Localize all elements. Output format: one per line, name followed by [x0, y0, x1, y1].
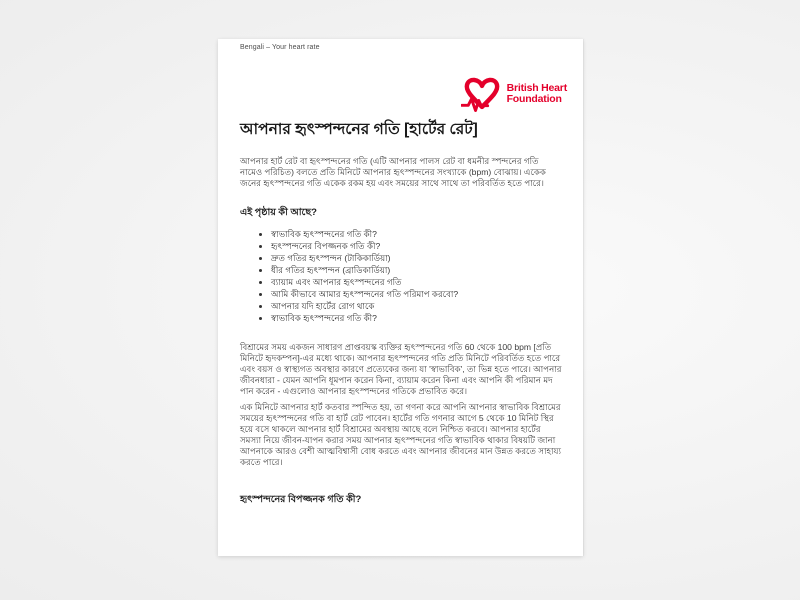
contents-link-dangerous-heart-rate[interactable]: হৃৎস্পন্দনের বিপজ্জনক গতি কী?: [258, 240, 563, 252]
measuring-heart-rate-paragraph: এক মিনিটে আপনার হার্ট কতবার স্পন্দিত হয়, তা গণনা করে আপনি আপনার স্বাভাবিক বিশ্রামের সময়ের হৃৎস্পন্দনের গতি বা হার্ট রেট পাবেন। হার্টের গতি গণনার আগে 5 থেকে 10 মিনিট স্থির হয়ে বসে থাকলে আপনার হার্ট বিশ্রামের অবস্থায় আছে বলে নিশ্চিত করবে। আপনার হার্টের সমস্যা নিয়ে জীবন-যাপন করার সময় আপনার হৃৎস্পন্দনের গতি স্বাভাবিক থাকার বিষয়টি জানা আপনাকে আরও বেশী আত্মবিশ্বাসী বোধ করতে এবং আপনার জীবনের মান উন্নত করতে সাহায্য করতে পারে।: [240, 401, 561, 467]
bhf-heart-ecg-icon: [461, 75, 503, 113]
contents-link-tachycardia[interactable]: দ্রুত গতির হৃৎস্পন্দন (টাকিকার্ডিয়া): [258, 252, 563, 264]
contents-link-exercise-heart-rate[interactable]: ব্যায়াম এবং আপনার হৃৎস্পন্দনের গতি: [258, 276, 563, 288]
contents-link-normal-heart-rate-2[interactable]: স্বাভাবিক হৃৎস্পন্দনের গতি কী?: [258, 312, 563, 324]
resting-heart-rate-paragraph: বিশ্রামের সময় একজন সাধারণ প্রাপ্তবয়স্ক ব্যক্তির হৃৎস্পন্দনের গতি 60 থেকে 100 bpm [প্রতি মিনিটে হৃদকম্পন]-এর মধ্যে থাকে। আপনার হৃৎস্পন্দনের গতি প্রতি মিনিটে পরিবর্তিত হতে পারে এবং বয়স ও স্বাস্থ্যগত অবস্থার কারণে প্রত্যেকের জন্য যা 'স্বাভাবিক', তা ভিন্ন হতে পারে। আপনার জীবনধারা - যেমন আপনি ধূমপান করেন কিনা, ব্যায়াম করেন কিনা এবং আপনি কী পরিমান মদ পান করেন - এগুলোও আপনার হৃৎস্পন্দনের গতিকে প্রভাবিত করে।: [240, 341, 562, 396]
dangerous-heart-rate-heading: হৃৎস্পন্দনের বিপজ্জনক গতি কী?: [240, 493, 362, 505]
bhf-logo-line1: British Heart: [506, 81, 567, 94]
document-label: Bengali – Your heart rate: [240, 44, 320, 51]
document-page: [218, 39, 583, 556]
contents-list: [240, 228, 563, 324]
intro-paragraph: আপনার হার্ট রেট বা হৃৎস্পন্দনের গতি (এটি আপনার পালস রেট বা ধমনীর স্পন্দনের গতি নামেও পরিচিত) বলতে প্রতি মিনিটে আপনার হৃৎস্পন্দনের সংখ্যাকে (bpm) বোঝায়। একেক জনের হৃৎস্পন্দনের গতি একেক রকম হয় এবং সময়ের সাথে সাথে তা পরিবর্তিত হতে পারে।: [240, 155, 546, 188]
bhf-logo: [240, 75, 567, 113]
page-title: আপনার হৃৎস্পন্দনের গতি [হার্টের রেট]: [240, 121, 478, 138]
contents-heading: এই পৃষ্ঠায় কী আছে?: [240, 206, 317, 218]
contents-link-bradycardia[interactable]: ধীর গতির হৃৎস্পন্দন (ব্রাডিকার্ডিয়া): [258, 264, 563, 276]
contents-link-heart-condition[interactable]: আপনার যদি হার্টের রোগ থাকে: [258, 300, 563, 312]
contents-link-normal-heart-rate[interactable]: স্বাভাবিক হৃৎস্পন্দনের গতি কী?: [258, 228, 563, 240]
contents-link-measure-heart-rate[interactable]: আমি কীভাবে আমার হৃৎস্পন্দনের গতি পরিমাপ করবো?: [258, 288, 563, 300]
bhf-logo-line2: Foundation: [506, 93, 562, 105]
bhf-logo-text: [507, 83, 567, 106]
